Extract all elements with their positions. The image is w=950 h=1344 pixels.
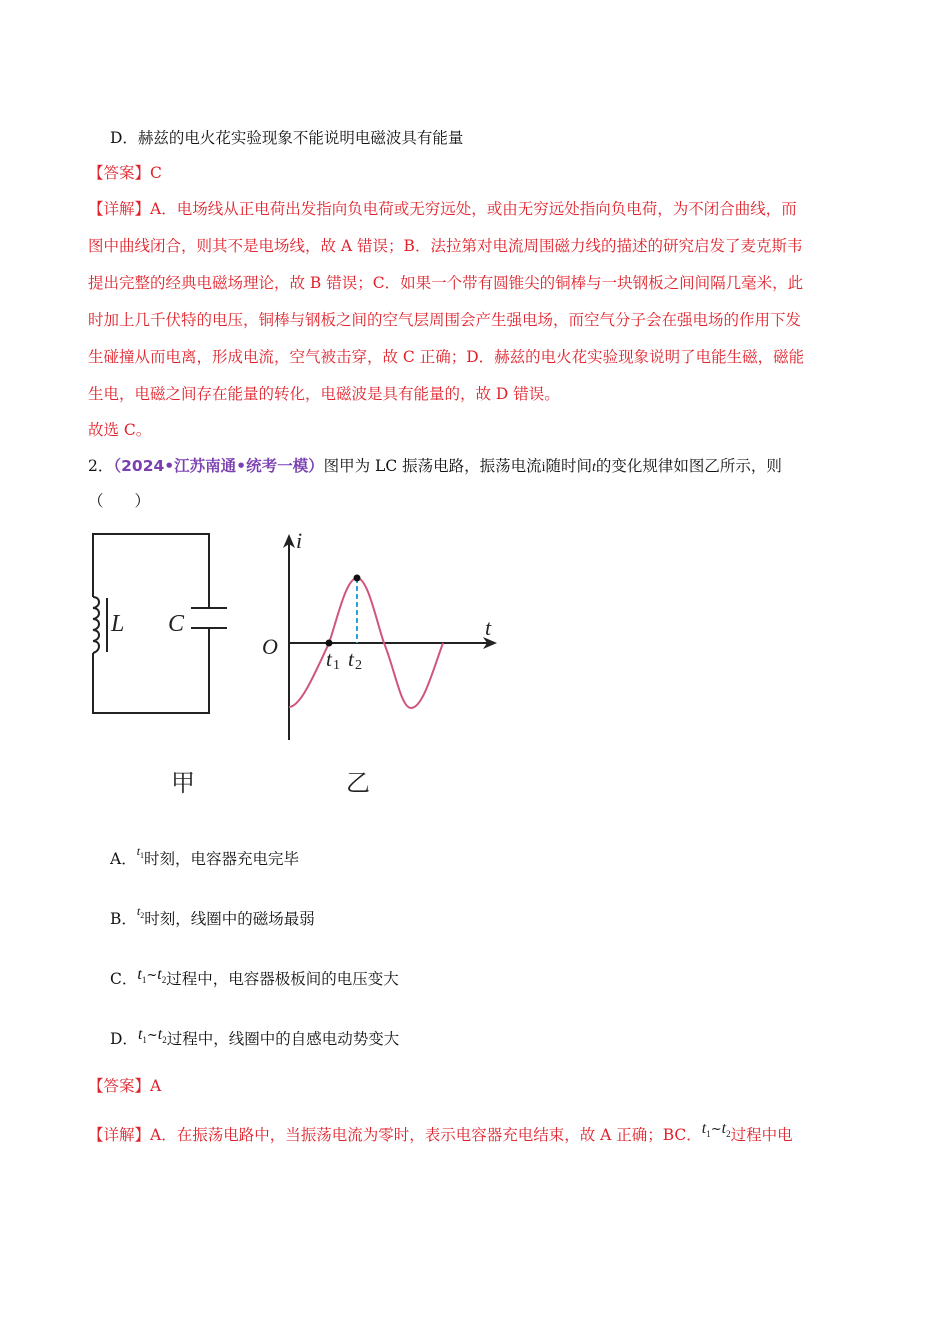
option-a-t1: t1 bbox=[136, 844, 145, 860]
option-c[interactable] bbox=[110, 966, 399, 991]
caption-jia: 甲 bbox=[171, 769, 195, 797]
inductor-label: L bbox=[111, 611, 125, 637]
var-i: i bbox=[541, 460, 546, 475]
t2-label: t bbox=[348, 647, 354, 671]
option-d[interactable] bbox=[110, 1026, 400, 1051]
explanation-q2-tilde: ~ bbox=[710, 1122, 722, 1137]
t2-subscript: 2 bbox=[355, 658, 362, 673]
option-b-letter: B． bbox=[110, 910, 137, 928]
option-b-text: 时刻，线圈中的磁场最弱 bbox=[144, 910, 315, 928]
answer-q2: 【答案】A bbox=[88, 1077, 162, 1095]
stem-part-c: 的变化规律如图乙所示，则 bbox=[595, 457, 782, 475]
option-c-letter: C． bbox=[110, 970, 138, 988]
i-t-graph bbox=[283, 534, 497, 740]
var-t: t bbox=[592, 460, 596, 475]
option-c-tilde: ~ bbox=[146, 968, 158, 983]
option-a-letter: A． bbox=[110, 850, 137, 868]
option-a[interactable] bbox=[110, 844, 300, 872]
stem-part-b: 随时间 bbox=[545, 457, 593, 475]
option-d-letter: D． bbox=[110, 1030, 138, 1048]
t1-subscript: 1 bbox=[333, 658, 340, 673]
question-2-stem bbox=[88, 456, 782, 478]
explanation-line-5: 生碰撞从而电离，形成电流，空气被击穿，故 C 正确；D．赫兹的电火花实验现象说明了电能生磁，磁能 bbox=[88, 348, 805, 366]
explanation-line-1: 【详解】A．电场线从正电荷出发指向负电荷或无穷远处，或由无穷远处指向负电荷，为不闭合曲线，而 bbox=[88, 200, 797, 218]
option-c-t2: $t_2$ bbox=[157, 966, 167, 985]
capacitor-label: C bbox=[168, 611, 185, 637]
option-c-text: 过程中，电容器极板间的电压变大 bbox=[166, 970, 399, 988]
explanation-q2-t1: $t_1$ bbox=[701, 1120, 711, 1139]
t1-label: t bbox=[326, 647, 332, 671]
option-a-text: 时刻，电容器充电完毕 bbox=[144, 850, 300, 868]
answer-blank: （ ） bbox=[88, 492, 151, 510]
explanation-line-2: 图中曲线闭合，则其不是电场线，故 A 错误；B．法拉第对电流周围磁力线的描述的研究启发了麦克斯韦 bbox=[88, 237, 803, 255]
t1-point bbox=[326, 640, 333, 647]
peak-point bbox=[354, 575, 361, 582]
graph-i-label: i bbox=[296, 528, 303, 553]
stem-part-a: 图甲为 LC 振荡电路，振荡电流 bbox=[323, 457, 542, 475]
option-d-t1: $t_1$ bbox=[137, 1026, 147, 1045]
graph-t-label: t bbox=[485, 615, 492, 640]
explanation-line-6: 生电，电磁之间存在能量的转化，电磁波是具有能量的，故 D 错误。 bbox=[88, 385, 560, 403]
origin-label: O bbox=[262, 634, 278, 659]
conclusion-prev: 故选 C。 bbox=[88, 421, 152, 439]
explanation-q2-part-a: 【详解】A．在振荡电路中，当振荡电流为零时，表示电容器充电结束，故 A 正确；BC． bbox=[88, 1126, 702, 1144]
question-number: 2． bbox=[88, 457, 114, 475]
question-source: （2024•江苏南通•统考一模） bbox=[113, 457, 324, 475]
question-figure bbox=[0, 520, 950, 840]
explanation-q2-t2: $t_2$ bbox=[721, 1120, 731, 1139]
option-b[interactable] bbox=[110, 904, 315, 932]
caption-yi: 乙 bbox=[346, 769, 370, 797]
option-d-text: 过程中，线圈中的自感电动势变大 bbox=[166, 1030, 400, 1048]
explanation-line-3: 提出完整的经典电磁场理论，故 B 错误；C．如果一个带有圆锥尖的铜棒与一块钢板之间间隔几毫米，此 bbox=[88, 274, 804, 292]
option-b-t2: t2 bbox=[136, 904, 145, 920]
option-c-t1: $t_1$ bbox=[137, 966, 147, 985]
option-d-prev: D．赫兹的电火花实验现象不能说明电磁波具有能量 bbox=[110, 129, 464, 147]
answer-prev: 【答案】C bbox=[88, 164, 162, 182]
option-d-t2: $t_2$ bbox=[157, 1026, 167, 1045]
explanation-q2-part-b: 过程中电 bbox=[730, 1126, 793, 1144]
explanation-line-4: 时加上几千伏特的电压，铜棒与钢板之间的空气层周围会产生强电场，而空气分子会在强电场的作用下发 bbox=[88, 311, 802, 329]
explanation-q2 bbox=[88, 1120, 793, 1147]
option-d-tilde: ~ bbox=[146, 1028, 158, 1043]
